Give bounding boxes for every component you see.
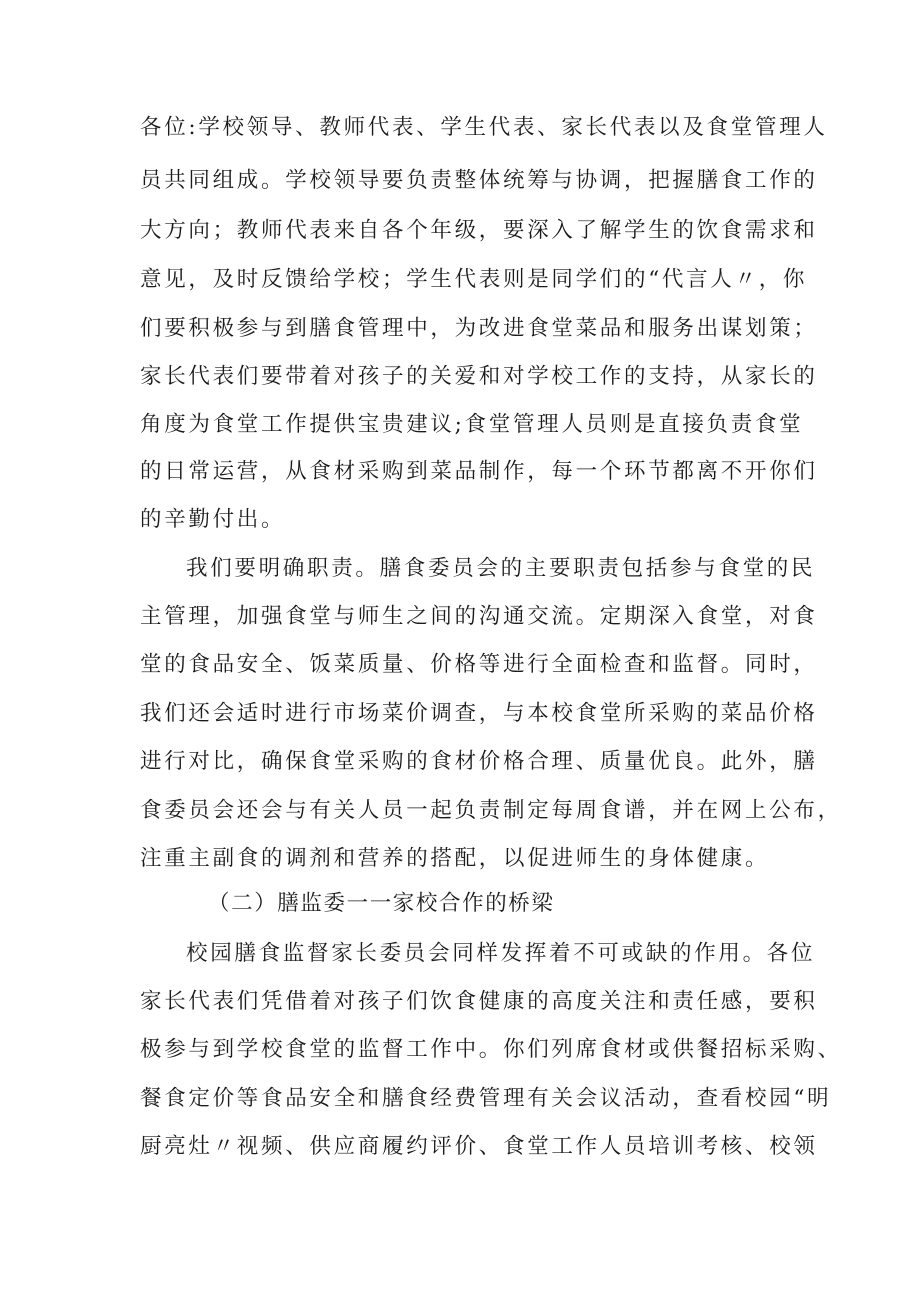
paragraph-line: 各位:学校领导、教师代表、学生代表、家长代表以及食堂管理人 <box>140 115 828 140</box>
paragraph-line: 们要积极参与到膳食管理中，为改进食堂菜品和服务出谋划策； <box>140 316 818 341</box>
paragraph-line: 餐食定价等食品安全和膳食经费管理有关会议活动，查看校园“明 <box>140 1086 832 1111</box>
paragraph-line: 极参与到学校食堂的监督工作中。你们列席食材或供餐招标采购、 <box>140 1037 842 1062</box>
paragraph-line: 我们要明确职责。膳食委员会的主要职责包括参与食堂的民 <box>186 556 816 581</box>
paragraph-line: 注重主副食的调剂和营养的搭配，以促进师生的身体健康。 <box>140 846 770 871</box>
paragraph-line: 意见，及时反馈给学校；学生代表则是同学们的“代言人〃，你 <box>140 267 808 292</box>
paragraph-line: 主管理，加强食堂与师生之间的沟通交流。定期深入食堂，对食 <box>140 604 818 629</box>
paragraph-line: 我们还会适时进行市场菜价调查，与本校食堂所采购的菜品价格 <box>140 701 818 726</box>
paragraph-line: 家长代表们要带着对孩子的关爱和对学校工作的支持，从家长的 <box>140 364 818 389</box>
paragraph-line: 校园膳食监督家长委员会同样发挥着不可或缺的作用。各位 <box>186 941 816 966</box>
paragraph-line: 食委员会还会与有关人员一起负责制定每周食谱，并在网上公布， <box>140 798 842 823</box>
paragraph-line: 堂的食品安全、饭菜质量、价格等进行全面检查和监督。同时， <box>140 652 818 677</box>
paragraph-line: 家长代表们凭借着对孩子们饮食健康的高度关注和责任感，要积 <box>140 989 818 1014</box>
paragraph-line: 进行对比，确保食堂采购的食材价格合理、质量优良。此外，膳 <box>140 749 818 774</box>
paragraph-line: 大方向；教师代表来自各个年级，要深入了解学生的饮食需求和 <box>140 218 818 243</box>
paragraph-line: 的日常运营，从食材采购到菜品制作，每一个环节都离不开你们 <box>140 459 818 484</box>
section-heading: （二）膳监委一一家校合作的桥梁 <box>208 891 555 916</box>
paragraph-line: 员共同组成。学校领导要负责整体统筹与协调，把握膳食工作的 <box>140 168 818 193</box>
paragraph-line: 的辛勤付出。 <box>140 507 286 532</box>
paragraph-line: 厨亮灶〃视频、供应商履约评价、食堂工作人员培训考核、校领 <box>140 1134 818 1159</box>
paragraph-line: 角度为食堂工作提供宝贵建议;食堂管理人员则是直接负责食堂 <box>140 412 804 437</box>
